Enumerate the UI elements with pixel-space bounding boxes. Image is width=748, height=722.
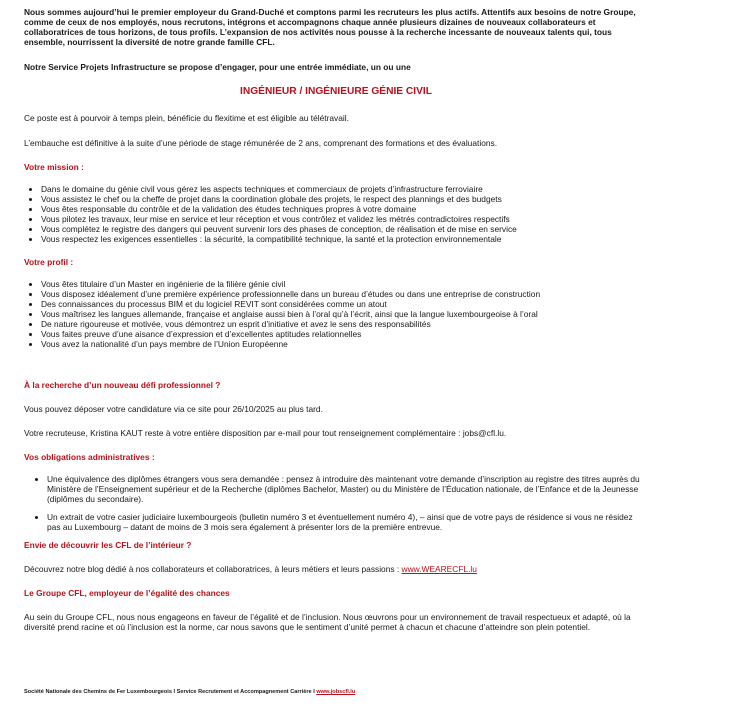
list-item: • Vous respectez les exigences essentielles : la sécurité, la compatibilité technique, la santé et la protection environnementale bbox=[41, 234, 648, 244]
list-item: • Vous assistez le chef ou la cheffe de projet dans la coordination globale des projets, le respect des plannings et des budgets bbox=[41, 194, 648, 204]
list-item: • Vous pilotez les travaux, leur mise en service et leur réception et vous contrôlez et validez les métrés contradictoires respectifs bbox=[41, 214, 648, 224]
obligations-heading: Vos obligations administratives : bbox=[24, 452, 155, 462]
list-item: • Une équivalence des diplômes étrangers vous sera demandée : pensez à introduire dès maintenant votre demande d’inscription au registre des titres auprès du Ministère de l’Enseignement supérieur et de la Recherche (diplômes Bachelor, Master) ou du Ministère de l’Éducation nationale, de l’Enfance et de la Jeunesse (diplômes du secondaire). bbox=[47, 474, 648, 504]
lead-sentence: Notre Service Projets Infrastructure se propose d’engager, pour une entrée immédiate, un ou une bbox=[24, 62, 411, 72]
equality-heading: Le Groupe CFL, employeur de l’égalité des chances bbox=[24, 588, 230, 598]
footer-link[interactable]: www.jobscfl.lu bbox=[316, 689, 356, 695]
profile-heading: Votre profil : bbox=[24, 257, 74, 267]
contact-text: Votre recruteuse, Kristina KAUT reste à votre entière disposition par e-mail pour tout renseignement complémentaire : jobs@cfl.lu. bbox=[24, 428, 507, 438]
list-item: • Vous disposez idéalement d’une première expérience professionnelle dans un bureau d’études ou dans une entreprise de construction bbox=[41, 289, 648, 299]
list-item: • Un extrait de votre casier judiciaire luxembourgeois (bulletin numéro 3 et éventuellement numéro 4), – ainsi que de votre pays de résidence si vous ne résidez pas au Luxembourg – datant de moins de 3 mois sera également à présenter lors de la première entrevue. bbox=[47, 512, 648, 532]
discover-label: Découvrez notre blog dédié à nos collaborateurs et collaboratrices, à leurs métiers et leurs passions : bbox=[24, 564, 402, 574]
list-item: • Vous êtes responsable du contrôle et de la validation des études techniques propres à votre domaine bbox=[41, 204, 648, 214]
conditions-text: Ce poste est à pourvoir à temps plein, bénéficie du flexitime et est éligible au télétravail. bbox=[24, 113, 349, 123]
mission-list bbox=[24, 184, 648, 244]
challenge-heading: À la recherche d’un nouveau défi professionnel ? bbox=[24, 380, 221, 390]
list-item: • Vous avez la nationalité d’un pays membre de l’Union Européenne bbox=[41, 339, 648, 349]
list-item: • De nature rigoureuse et motivée, vous démontrez un esprit d’initiative et avez le sens des responsabilités bbox=[41, 319, 648, 329]
apply-text: Vous pouvez déposer votre candidature via ce site pour 26/10/2025 au plus tard. bbox=[24, 404, 323, 414]
list-item: • Des connaissances du processus BIM et du logiciel REVIT sont considérées comme un atout bbox=[41, 299, 648, 309]
list-item: • Vous maîtrisez les langues allemande, française et anglaise aussi bien à l’oral qu’à l’écrit, ainsi que la langue luxembourgeoise à l’oral bbox=[41, 309, 648, 319]
discover-heading: Envie de découvrir les CFL de l’intérieur ? bbox=[24, 540, 192, 550]
list-item: • Vous faites preuve d’une aisance d’expression et d’excellentes aptitudes relationnelles bbox=[41, 329, 648, 339]
list-item: • Vous êtes titulaire d’un Master en ingénierie de la filière génie civil bbox=[41, 279, 648, 289]
list-item: • Vous complétez le registre des dangers qui peuvent survenir lors des phases de conception, de réalisation et de mise en service bbox=[41, 224, 648, 234]
mission-heading: Votre mission : bbox=[24, 162, 84, 172]
blog-link[interactable]: www.WEARECFL.lu bbox=[401, 564, 477, 574]
footer bbox=[24, 689, 355, 696]
equality-text: Au sein du Groupe CFL, nous nous engageons en faveur de l’égalité et de l’inclusion. Nous œuvrons pour un environnement de travail respectueux et adapté, où la diversité prend racine et où l’inclusion est la norme, car nous savons que le sentiment d’unité permet à chacun et chacune d’atteindre son plein potentiel. bbox=[24, 612, 631, 632]
hiring-text: L’embauche est définitive à la suite d’une période de stage rémunérée de 2 ans, comprenant des formations et des évaluations. bbox=[24, 138, 498, 148]
list-item: • Dans le domaine du génie civil vous gérez les aspects techniques et commerciaux de projets d’infrastructure ferroviaire bbox=[41, 184, 648, 194]
footer-text: Société Nationale des Chemins de Fer Luxembourgeois I Service Recrutement et Accompagnement Carrière I bbox=[24, 689, 317, 695]
discover-text bbox=[24, 564, 648, 574]
profile-list bbox=[24, 279, 648, 349]
obligations-list bbox=[24, 474, 648, 532]
intro-paragraph: Nous sommes aujourd’hui le premier employeur du Grand-Duché et comptons parmi les recruteurs les plus actifs. Attentifs aux besoins de notre Groupe, comme de ceux de nos employés, nous recrutons, intégrons et accompagnons chaque année plusieurs dizaines de nouveaux collaborateurs et collaboratrices de tous horizons, de tous profils. L’expansion de nos activités nous pousse à la recherche incessante de nouveaux talents qui, tous ensemble, nourrissent la diversité de notre grande famille CFL. bbox=[24, 7, 636, 47]
job-title: INGÉNIEUR / INGÉNIEURE GÉNIE CIVIL bbox=[240, 86, 432, 97]
